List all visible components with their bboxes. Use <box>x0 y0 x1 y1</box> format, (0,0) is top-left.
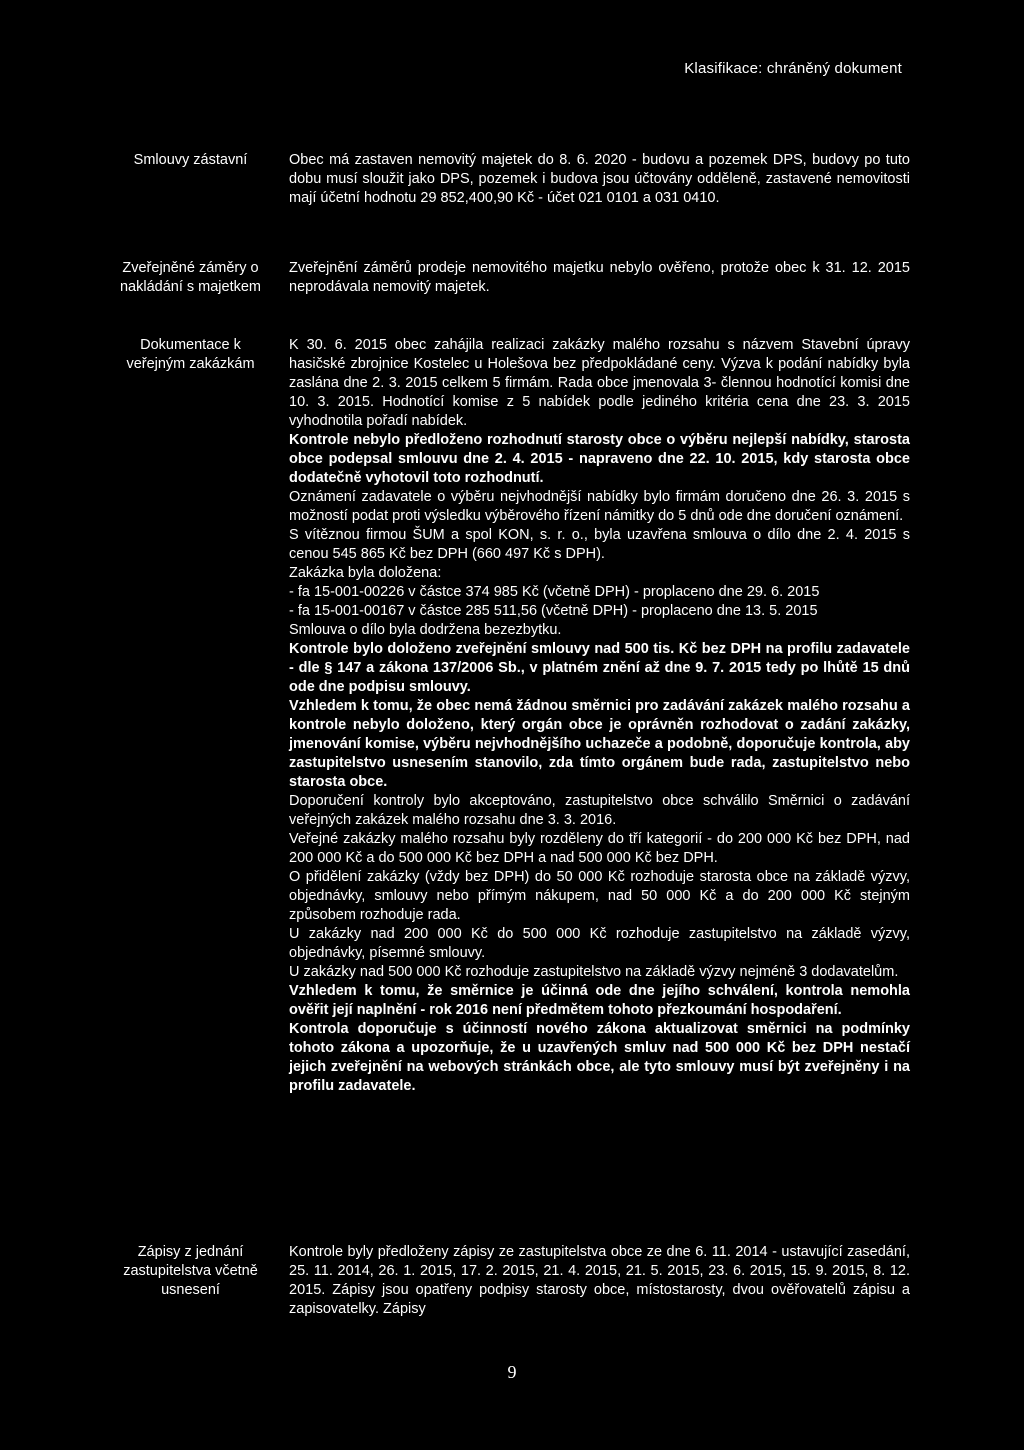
paragraph: K 30. 6. 2015 obec zahájila realizaci zakázky malého rozsahu s názvem Stavební úpravy hasičské zbrojnice Kostelec u Holešova bez předpokládané ceny. Výzva k podání nabídky byla zaslána dne 2. 3. 2015 celkem 5 firmám. Rada obce jmenovala 3- člennou hodnotící komisi dne 10. 3. 2015. Hodnotící komise z 5 nabídek podle jediného kritéria cena dne 23. 3. 2015 vyhodnotila pořadí nabídek. <box>289 337 910 429</box>
paragraph: Obec má zastaven nemovitý majetek do 8. 6. 2020 - budovu a pozemek DPS, budovy po tuto dobu musí sloužit jako DPS, pozemek i budova jsou účtovány odděleně, zastavené nemovitosti mají účetní hodnotu 29 852,400,90 Kč - účet 021 0101 a 031 0410. <box>289 152 910 206</box>
paragraph: Smlouva o dílo byla dodržena bezezbytku. <box>289 622 562 638</box>
paragraph-bold: Vzhledem k tomu, že směrnice je účinná ode dne jejího schválení, kontrola nemohla ověřit její naplnění - rok 2016 není předmětem tohoto přezkoumání hospodaření. <box>289 983 910 1018</box>
paragraph: Kontrole byly předloženy zápisy ze zastupitelstva obce ze dne 6. 11. 2014 - ustavující zasedání, 25. 11. 2014, 26. 1. 2015, 17. 2. 2015, 21. 4. 2015, 21. 5. 2015, 23. 6. 2015, 15. 9. 2015, 8. 12. 2015. Zápisy jsou opatřeny podpisy starosty obce, místostarosty, dvou ověřovatelů zápisu a zapisovatelky. Zápisy <box>289 1244 910 1317</box>
page-number: 9 <box>507 1362 517 1382</box>
paragraph-bold: Kontrola doporučuje s účinností nového zákona aktualizovat směrnici na podmínky tohoto zákona a upozorňuje, že u uzavřených smluv nad 500 000 Kč bez DPH nestačí jejich zveřejnění na webových stránkách obce, ale tyto smlouvy musí být zveřejněny i na profilu zadavatele. <box>289 1021 910 1094</box>
paragraph: U zakázky nad 500 000 Kč rozhoduje zastupitelstvo na základě výzvy nejméně 3 dodavatelům. <box>289 964 899 980</box>
paragraph-bold: Kontrole nebylo předloženo rozhodnutí starosty obce o výběru nejlepší nabídky, starosta obce podepsal smlouvu dne 2. 4. 2015 - napraveno dne 22. 10. 2015, kdy starosta obce dodatečně vyhotovil toto rozhodnutí. <box>289 432 910 486</box>
paragraph: O přidělení zakázky (vždy bez DPH) do 50 000 Kč rozhoduje starosta obce na základě výzvy, objednávky, smlouvy nebo přímým nákupem, nad 50 000 Kč a do 200 000 Kč stejným způsobem rozhoduje rada. <box>289 869 910 923</box>
section-content <box>289 1243 910 1319</box>
paragraph: - fa 15-001-00226 v částce 374 985 Kč (včetně DPH) - proplaceno dne 29. 6. 2015 <box>289 584 820 600</box>
paragraph: S vítěznou firmou ŠUM a spol KON, s. r. o., byla uzavřena smlouva o dílo dne 2. 4. 2015 s cenou 545 865 Kč bez DPH (660 497 Kč s DPH). <box>289 527 910 562</box>
paragraph-bold: Kontrole bylo doloženo zveřejnění smlouvy nad 500 tis. Kč bez DPH na profilu zadavatele - dle § 147 a zákona 137/2006 Sb., v platném znění až dne 9. 7. 2015 tedy po lhůtě 15 dnů ode dne podpisu smlouvy. <box>289 641 910 695</box>
paragraph: U zakázky nad 200 000 Kč do 500 000 Kč rozhoduje zastupitelstvo na základě výzvy, objednávky, písemné smlouvy. <box>289 926 910 961</box>
paragraph: Oznámení zadavatele o výběru nejvhodnější nabídky bylo firmám doručeno dne 26. 3. 2015 s možností podat proti výsledku výběrového řízení námitky do 5 dnů ode dne doručení oznámení. <box>289 489 910 524</box>
section-label: Zveřejněné záměry o nakládání s majetkem <box>119 260 262 295</box>
paragraph: - fa 15-001-00167 v částce 285 511,56 (včetně DPH) - proplaceno dne 13. 5. 2015 <box>289 603 818 619</box>
section-content <box>289 336 910 1096</box>
section-content <box>289 151 910 208</box>
paragraph: Veřejné zakázky malého rozsahu byly rozděleny do tří kategorií - do 200 000 Kč bez DPH, nad 200 000 Kč a do 500 000 Kč bez DPH a nad 500 000 Kč bez DPH. <box>289 831 910 866</box>
section-content <box>289 259 910 297</box>
section-label: Dokumentace k veřejným zakázkám <box>126 337 255 372</box>
paragraph-bold: Vzhledem k tomu, že obec nemá žádnou směrnici pro zadávání zakázek malého rozsahu a kontrole nebylo doloženo, který orgán obce je oprávněn rozhodovat o zadání zakázky, jmenování komise, výběru nejvhodnějšího uchazeče a podobně, doporučuje kontrola, aby zastupitelstvo usnesením stanovilo, zda tímto orgánem bude rada, zastupitelstvo nebo starosta obce. <box>289 698 910 790</box>
paragraph: Zakázka byla doložena: <box>289 565 442 581</box>
classification-header: Klasifikace: chráněný dokument <box>684 60 902 77</box>
paragraph: Doporučení kontroly bylo akceptováno, zastupitelstvo obce schválilo Směrnici o zadávání veřejných zakázek malého rozsahu dne 3. 3. 2016. <box>289 793 910 828</box>
section-label: Smlouvy zástavní <box>133 152 248 168</box>
paragraph: Zveřejnění záměrů prodeje nemovitého majetku nebylo ověřeno, protože obec k 31. 12. 2015 neprodávala nemovitý majetek. <box>289 260 910 295</box>
section-label: Zápisy z jednání zastupitelstva včetně usnesení <box>123 1244 258 1298</box>
